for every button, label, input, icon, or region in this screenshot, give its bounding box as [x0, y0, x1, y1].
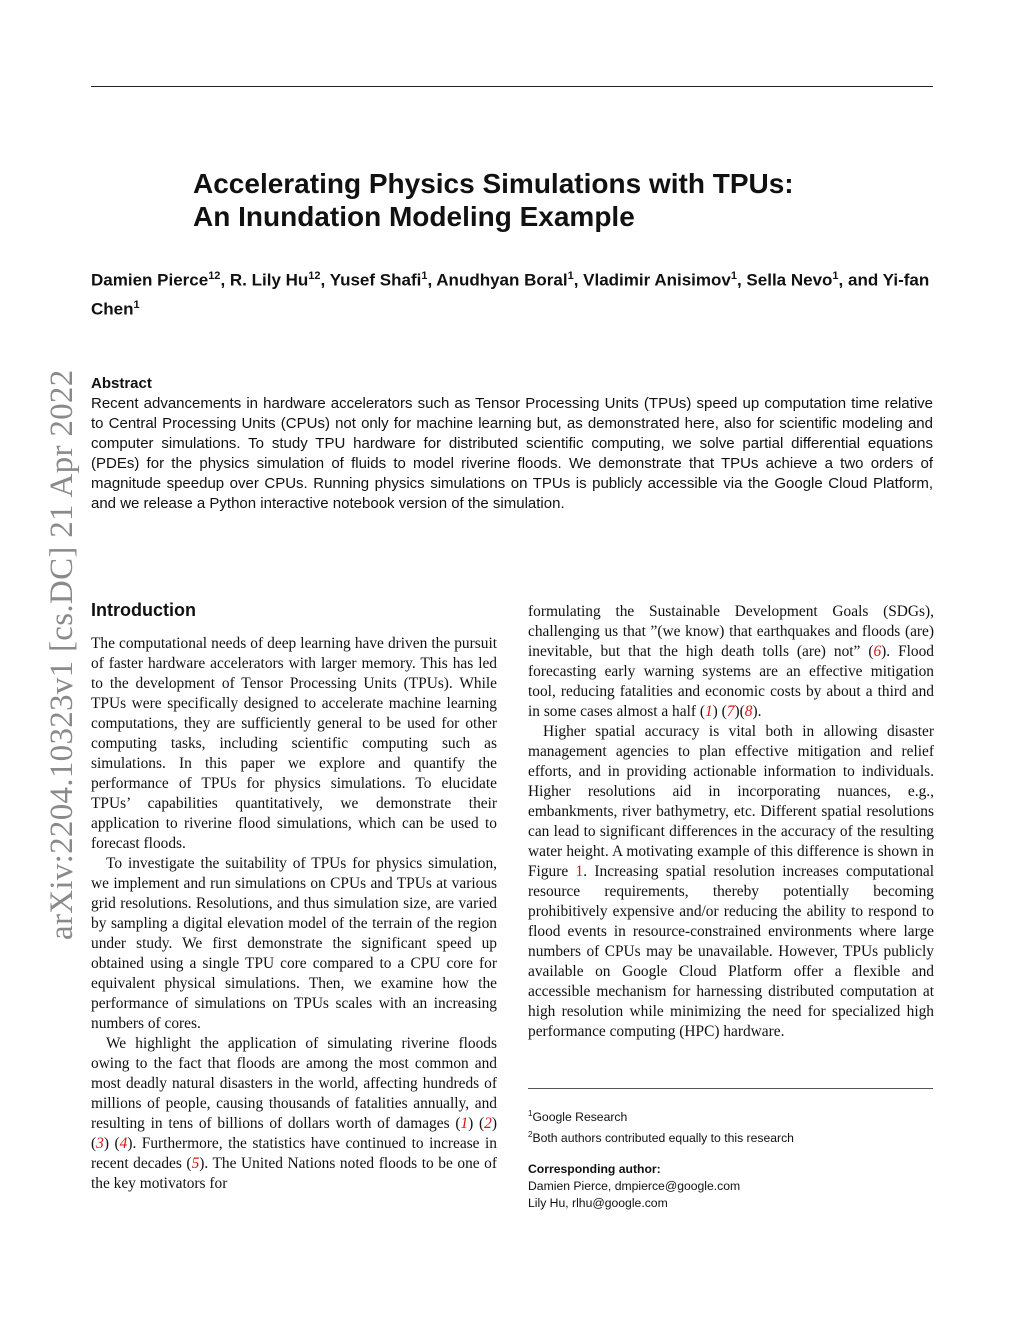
author-name: Anudhyan Boral	[436, 270, 568, 290]
abstract-text: Recent advancements in hardware accelerators such as Tensor Processing Units (TPUs) speed up computation time relative to Central Processing Units (CPUs) not only for machine learning but, as demonstrated here, also for scientific modeling and computer simulations. To study TPU hardware for distributed scientific computing, we solve partial differential equations (PDEs) for the physics simulation of fluids to model riverine floods. We demonstrate that TPUs achieve a two orders of magnitude speedup over CPUs. Running physics simulations on TPUs is publicly accessible via the Google Cloud Platform, and we release a Python interactive notebook version of the simulation.	[91, 395, 933, 512]
footnote-mark: 1	[528, 1109, 533, 1118]
footnote-rule	[528, 1088, 933, 1089]
text-run: ) (	[91, 1115, 497, 1152]
author-name: Vladimir Anisimov	[583, 270, 731, 290]
author-name: Yusef Shafi	[329, 270, 422, 290]
author-affiliation: 1	[567, 270, 574, 282]
text-run: ). Flood forecasting early warning systems are an effective mitigation tool, reducing fatalities and economic costs by about a third and in some cases almost a half (	[528, 643, 934, 720]
text-run: . Increasing spatial resolution increases computational resource requirements, thereby potentially becoming prohibitively expensive and/or reducing the ability to respond to flood events in resource-constrained environments where large numbers of CPUs may be unavailable. However, TPUs publicly available on Google Cloud Platform offer a flexible and accessible mechanism for harnessing distributed computation at high resolution while minimizing the need for specialized high performance computing (HPC) hardware.	[528, 863, 934, 1040]
text-run: ). The United Nations noted floods to be one of the key motivators for	[91, 1155, 497, 1192]
paper-title: Accelerating Physics Simulations with TPUs: An Inundation Modeling Example	[193, 168, 794, 232]
text-run: )(	[734, 703, 745, 720]
right-paragraphs	[528, 602, 934, 1042]
text-run: Higher spatial accuracy is vital both in allowing disaster management agencies to plan effective mitigation and relief efforts, and in providing actionable information to individuals. Higher resolutions aid in incorporating nuances, e.g., embankments, river bathymetry, etc. Different spatial resolutions can lead to significant differences in the accuracy of the resulting water height. A motivating example of this difference is shown in Figure	[528, 723, 934, 880]
introduction-heading: Introduction	[91, 600, 196, 620]
corresponding-author-label: Corresponding author:	[528, 1162, 661, 1177]
paragraph	[91, 1034, 497, 1194]
paragraph	[528, 722, 934, 1042]
text-run: We highlight the application of simulating riverine floods owing to the fact that floods are among the most common and most deadly natural disasters in the world, affecting hundreds of millions of people, causing thousands of fatalities annually, and resulting in tens of billions of dollars worth of damages (	[91, 1035, 497, 1132]
citation-link[interactable]: 6	[873, 643, 882, 660]
citation-link[interactable]: 2	[484, 1115, 492, 1132]
citation-link[interactable]: 1	[460, 1115, 469, 1132]
paragraph	[528, 602, 934, 722]
left-paragraphs	[91, 634, 497, 1194]
footnote-2	[528, 1126, 933, 1147]
abstract-heading: Abstract	[91, 375, 152, 392]
author-name: R. Lily Hu	[229, 270, 309, 290]
author-list: Damien Pierce$^{12}$, R. Lily Hu$^{12}$, Yusef Shafi$^1$, Anudhyan Boral$^1$, Vladimir Anisimov$^1$, Sella Nevo$^1$, and Yi-fan Chen$^1$	[91, 270, 930, 319]
text-run: To investigate the suitability of TPUs for physics simulation, we implement and run simulations on CPUs and TPUs at various grid resolutions. Resolutions, and thus simulation size, are varied by sampling a digital elevation model of the terrain of the region under study. We first demonstrate the significant speed up obtained using a single TPU core compared to a CPU core for equivalent physical simulations. Then, we examine how the performance of simulations on TPUs scales with an increasing numbers of cores.	[91, 855, 497, 1032]
author-affiliation: 1	[730, 270, 737, 282]
text-run: ). Furthermore, the statistics have continued to increase in recent decades (	[91, 1135, 497, 1172]
header-rule	[91, 86, 933, 87]
author-affiliation: 1	[133, 298, 140, 311]
author-affiliation: 1	[421, 270, 428, 282]
citation-link[interactable]: 3	[96, 1135, 104, 1152]
citation-link[interactable]: 8	[744, 703, 753, 720]
author-affiliation: 12	[308, 270, 321, 282]
text-run: The computational needs of deep learning have driven the pursuit of faster hardware accelerators with larger memory. This has led to the development of Tensor Processing Units (TPUs). While TPUs were specifically designed to accelerate machine learning computations, they are sufficiently general to be used for other computing tasks, including scientific computing such as simulations. In this paper we explore and quantify the performance of TPUs for physics simulations. To elucidate TPUs’ capabilities quantitatively, we demonstrate their application to riverine flood simulations, which can be used to forecast floods.	[91, 635, 497, 852]
text-run: ) (	[103, 1135, 120, 1152]
text-run: ) (	[468, 1115, 485, 1132]
citation-link[interactable]: 1	[704, 703, 713, 720]
author-name: and Yi-fan Chen	[91, 270, 930, 319]
footnote-1	[528, 1105, 933, 1126]
citation-link[interactable]: 5	[191, 1155, 200, 1172]
author-affiliation: 12	[208, 270, 221, 282]
figure-link[interactable]: 1	[575, 863, 584, 880]
paragraph	[91, 634, 497, 854]
citation-link[interactable]: 7	[726, 703, 735, 720]
contact-hu: Lily Hu, rlhu@google.com	[528, 1196, 668, 1211]
arxiv-stamp: arXiv:2204.10323v1 [cs.DC] 21 Apr 2022	[44, 369, 80, 940]
contact-pierce: Damien Pierce, dmpierce@google.com	[528, 1179, 741, 1194]
paragraph	[91, 854, 497, 1034]
left-column	[91, 598, 497, 1194]
citation-link[interactable]: 4	[119, 1135, 128, 1152]
abstract	[91, 374, 933, 514]
footnote-mark: 2	[528, 1130, 533, 1140]
footnotes	[528, 1105, 933, 1212]
footnote-text: Both authors contributed equally to this research	[532, 1131, 794, 1146]
right-column	[528, 602, 934, 1042]
text-run: ).	[752, 703, 762, 720]
author-affiliation: 1	[832, 270, 839, 282]
footnote-text: Google Research	[532, 1110, 628, 1125]
text-run: ) (	[712, 703, 727, 720]
author-name: Damien Pierce	[91, 270, 209, 290]
author-name: Sella Nevo	[746, 270, 833, 290]
text-run: formulating the Sustainable Development Goals (SDGs), challenging us that ”(we know) that earthquakes and floods (are) inevitable, but that the high death tolls (are) not” (	[528, 603, 934, 660]
